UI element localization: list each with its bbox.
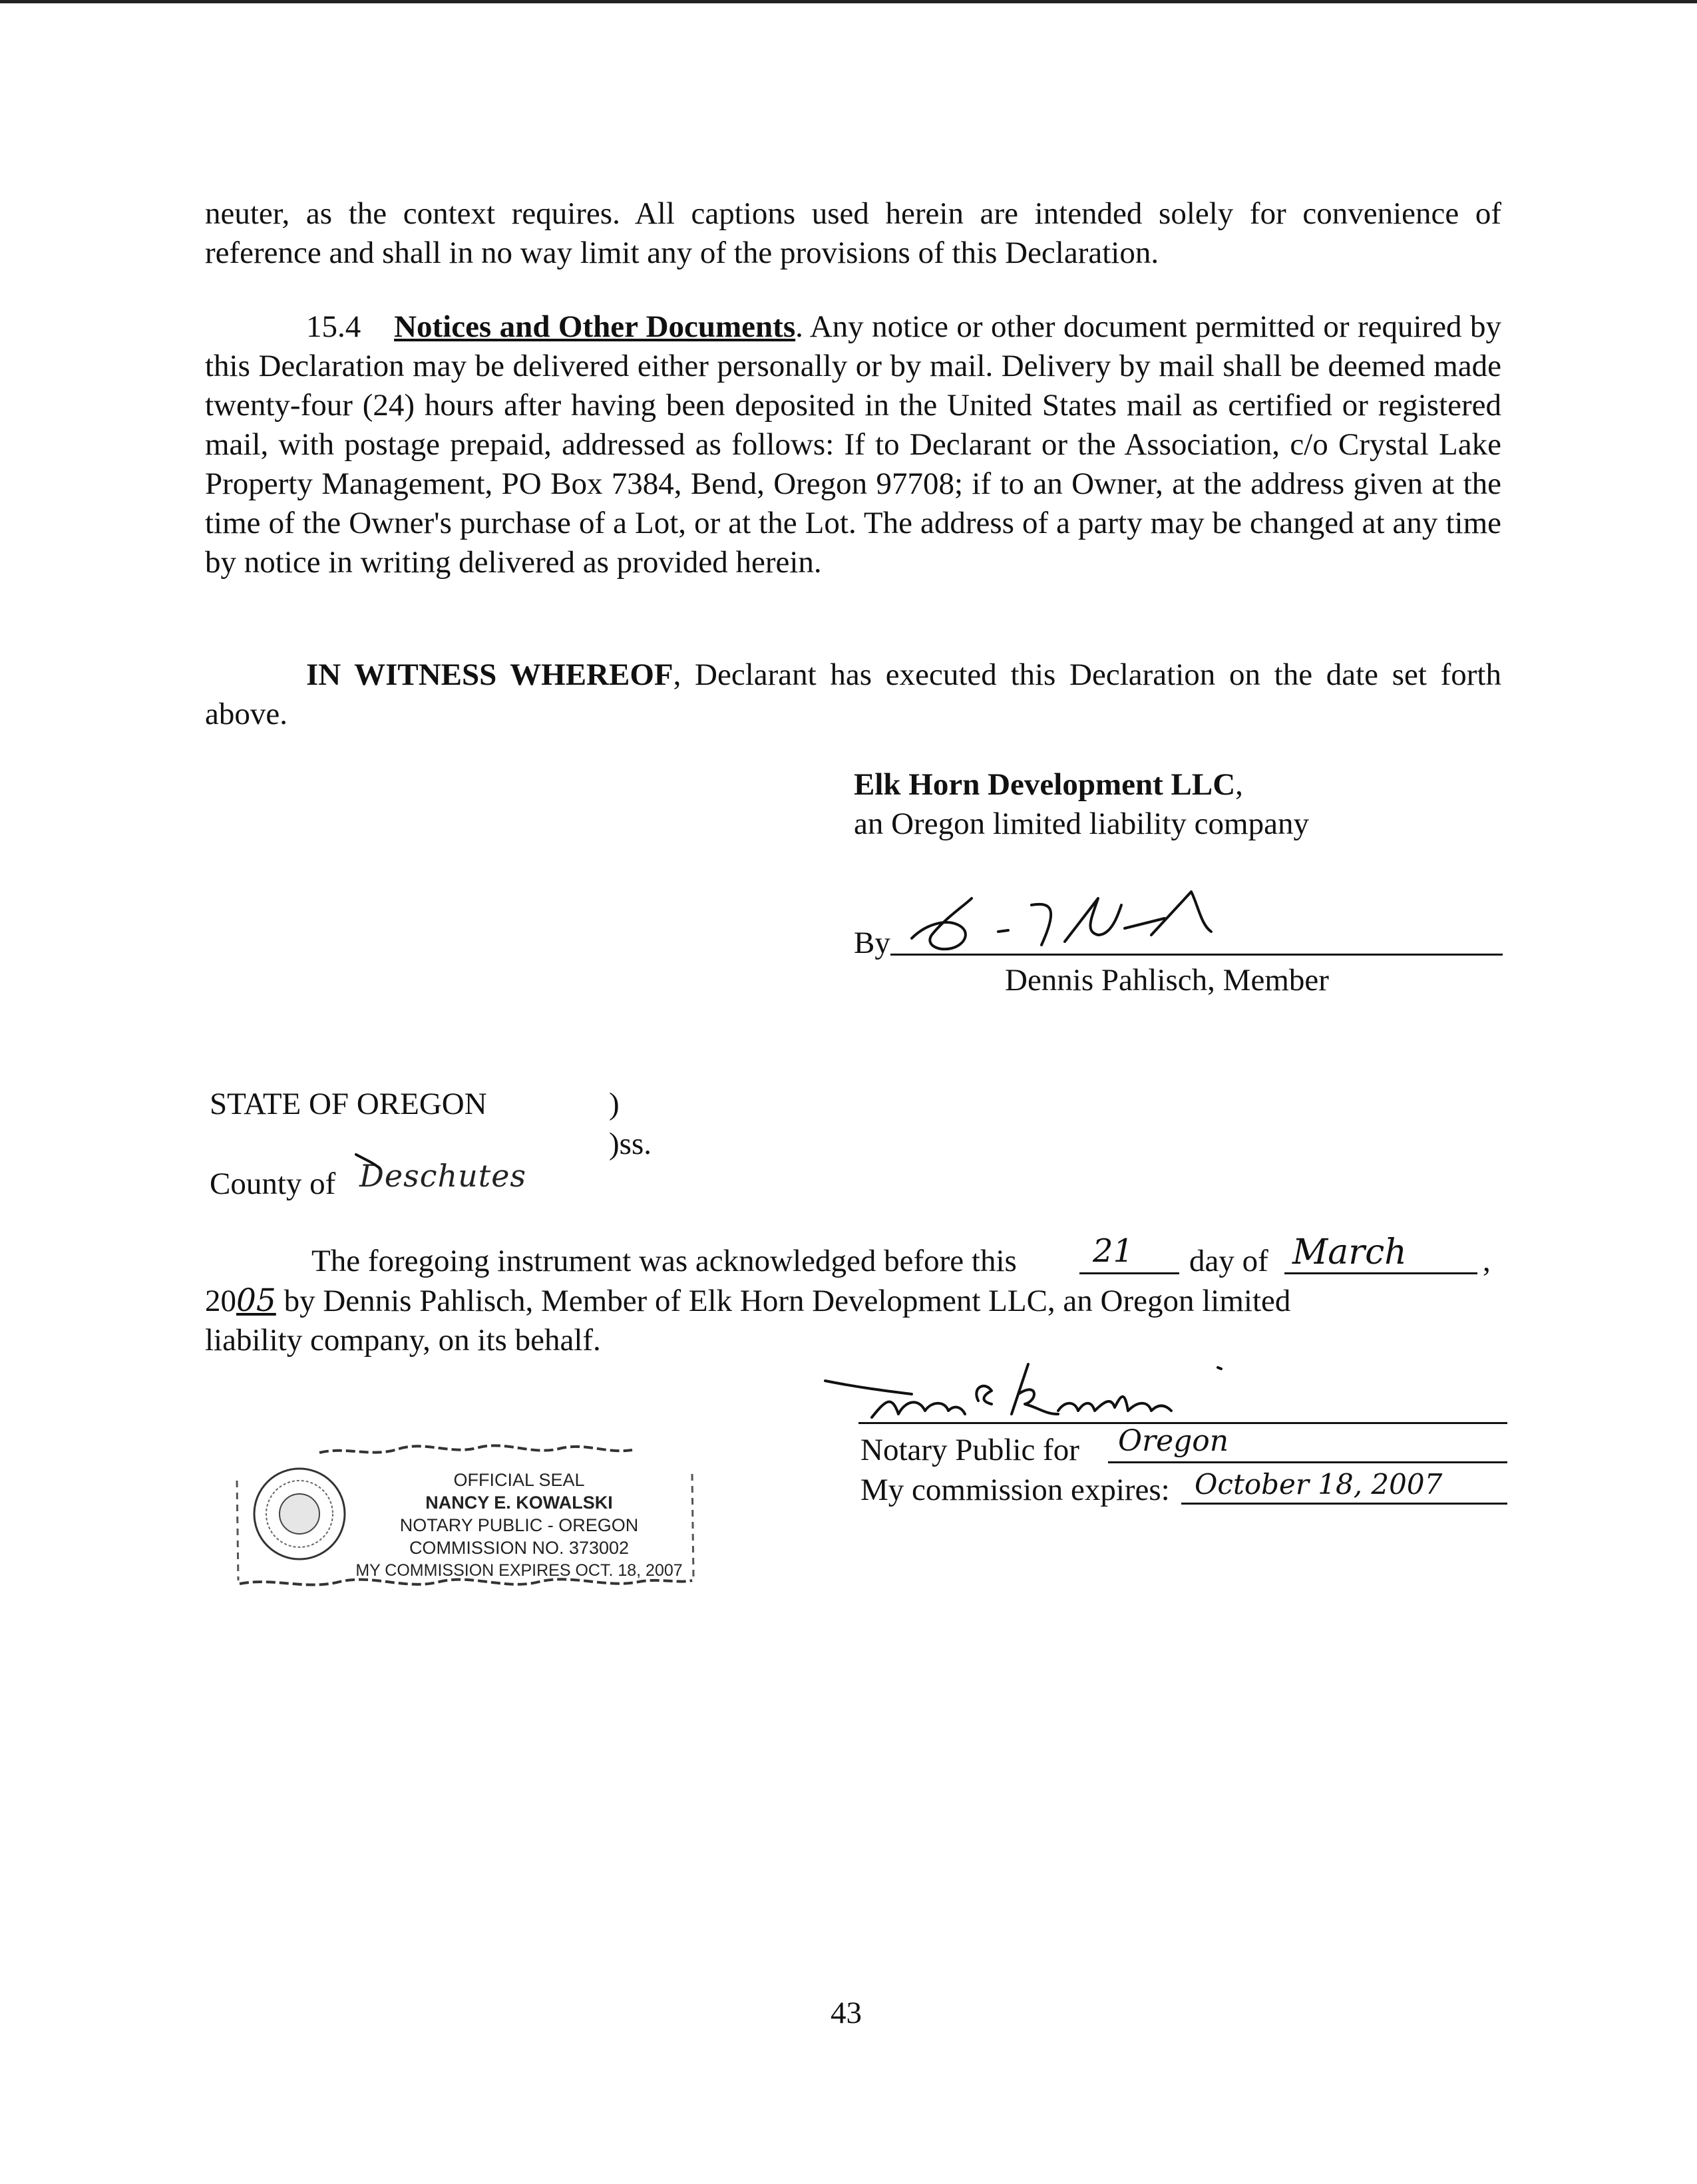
by-label: By: [854, 926, 890, 960]
member-signature: [898, 878, 1244, 958]
notary-seal: [233, 1441, 705, 1600]
ack-part2: day of: [1189, 1244, 1268, 1278]
ack-comma: ,: [1483, 1244, 1491, 1278]
ack-part4: liability company, on its behalf.: [205, 1323, 601, 1358]
section-15-4-paragraph: [205, 307, 1501, 582]
page-number: 43: [831, 1996, 862, 2030]
venue-state: STATE OF OREGON: [210, 1087, 487, 1121]
ack-month-line: [1284, 1272, 1477, 1274]
ack-line2: [205, 1282, 1290, 1319]
seal-line2: NANCY E. KOWALSKI: [425, 1493, 613, 1513]
witness-lead: IN WITNESS WHEREOF: [306, 657, 673, 692]
seal-line4: COMMISSION NO. 373002: [409, 1538, 630, 1558]
signature-block: [854, 765, 1309, 844]
witness-text: , Declarant has executed this Declaration on the date set forth above.: [205, 657, 1501, 731]
notary-public-state: Oregon: [1118, 1424, 1229, 1458]
scan-top-border: [0, 0, 1697, 3]
seal-text-block: [346, 1469, 692, 1582]
commission-line: [1181, 1503, 1507, 1505]
section-title: Notices and Other Documents: [394, 309, 796, 344]
county-flourish: [353, 1148, 393, 1175]
company-description: an Oregon limited liability company: [854, 807, 1309, 841]
county-label: County of: [210, 1167, 336, 1201]
seal-line1: OFFICIAL SEAL: [453, 1470, 585, 1490]
seal-line5: MY COMMISSION EXPIRES OCT. 18, 2007: [355, 1561, 683, 1580]
ack-part1: The foregoing instrument was acknowledged before this: [311, 1244, 1017, 1278]
venue-paren: ): [609, 1087, 620, 1121]
ack-year-suffix: 05: [236, 1282, 276, 1319]
ack-part3: by Dennis Pahlisch, Member of Elk Horn Development LLC, an Oregon limited: [283, 1284, 1291, 1318]
intro-paragraph: neuter, as the context requires. All captions used herein are intended solely for convenience of reference and shall in no way limit any of the provisions of this Declaration.: [205, 196, 1501, 270]
commission-expires-value: October 18, 2007: [1195, 1468, 1443, 1501]
witness-paragraph: [205, 655, 1501, 734]
seal-line3: NOTARY PUBLIC - OREGON: [399, 1515, 639, 1535]
notary-state-line: [1108, 1461, 1507, 1463]
commission-expires-label: My commission expires:: [860, 1473, 1170, 1507]
county-handwritten: Deschutes: [359, 1158, 527, 1194]
ack-day: 21: [1093, 1232, 1134, 1270]
ack-month: March: [1292, 1232, 1407, 1272]
company-suffix: ,: [1235, 767, 1243, 802]
notary-public-label: Notary Public for: [860, 1433, 1079, 1467]
section-number: 15.4: [306, 309, 361, 344]
signer-name: Dennis Pahlisch, Member: [1005, 963, 1329, 998]
section-body: . Any notice or other document permitted or required by this Declaration may be delivered either personally or by mail. Delivery by mail shall be deemed made twenty-four (24) hours after having been deposited in the United States mail as certified or registered mail, with postage prepaid, addressed as follows: If to Declarant or the Association, c/o Crystal Lake Property Management, PO Box 7384, Bend, Oregon 97708; if to an Owner, at the address given at the time of the Owner's purchase of a Lot, or at the Lot. The address of a party may be changed at any time by notice in writing delivered as provided herein.: [205, 309, 1502, 580]
ack-day-line: [1079, 1272, 1179, 1274]
ack-year-prefix: 20: [205, 1284, 236, 1318]
venue-ss: )ss.: [609, 1127, 652, 1161]
company-name: Elk Horn Development LLC: [854, 767, 1236, 802]
